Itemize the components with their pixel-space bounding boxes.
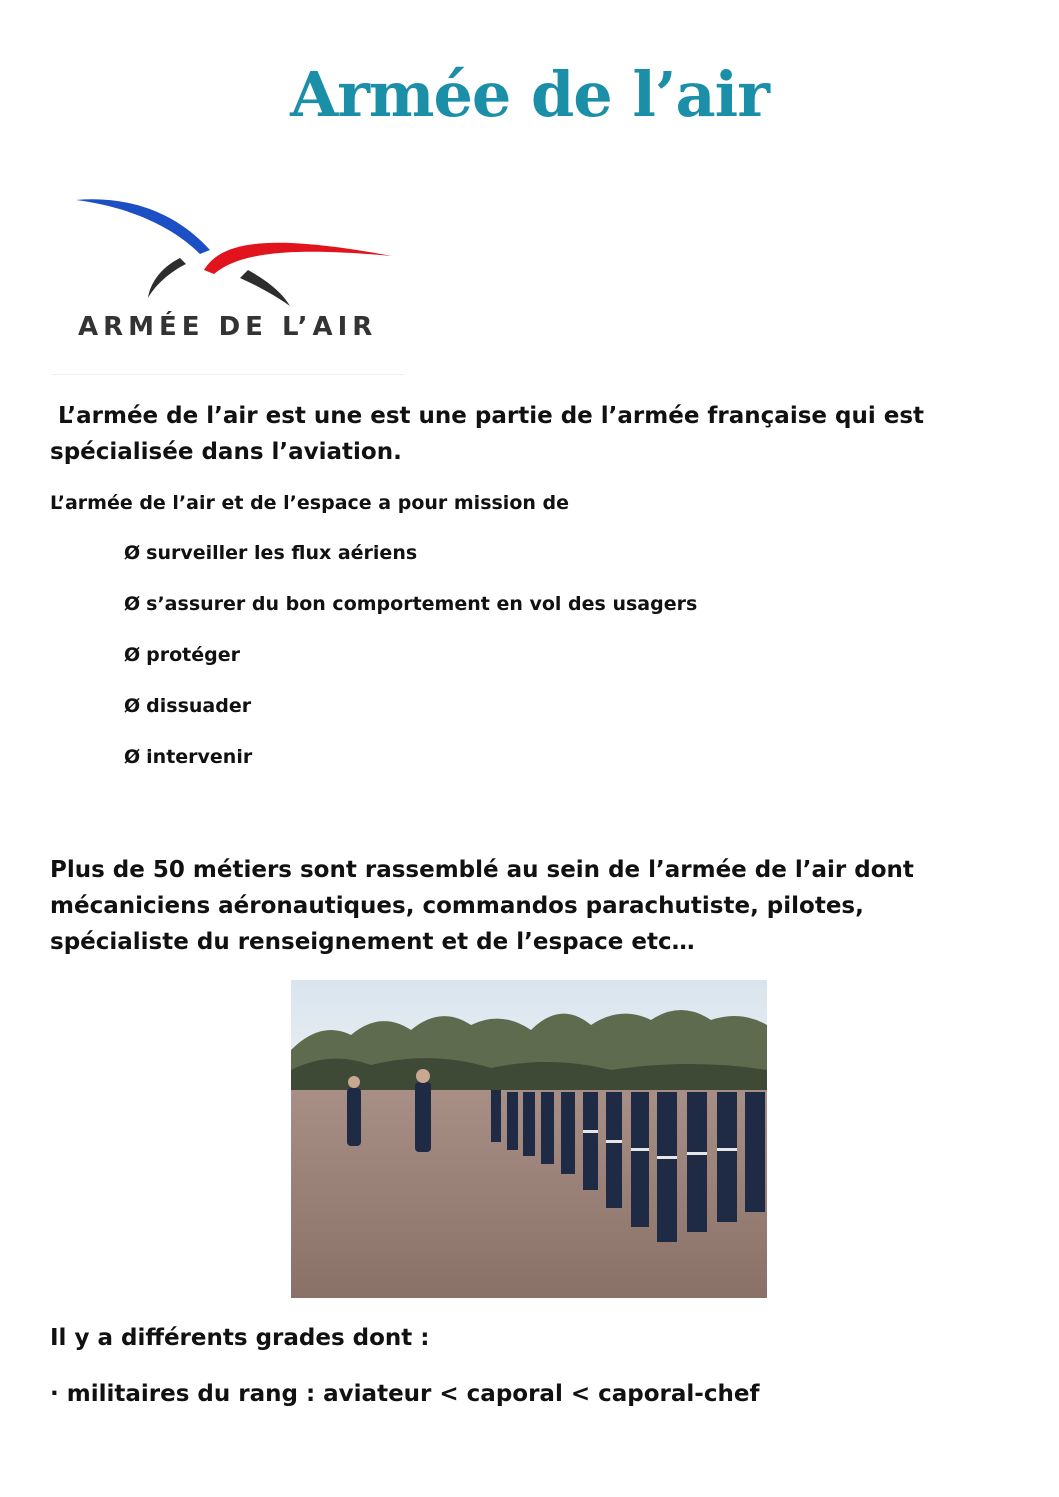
grades-rang-item: · militaires du rang : aviateur < caporal < caporal-chef — [50, 1381, 760, 1407]
logo-dark-stroke-right — [240, 270, 290, 306]
bullet-icon: Ø — [124, 746, 141, 768]
wing-emblem-icon — [52, 178, 404, 318]
metiers-paragraph — [50, 852, 914, 960]
metiers-line-1: Plus de 50 métiers sont rassemblé au sein de l’armée de l’air dont — [50, 857, 914, 883]
bullet-icon: Ø — [124, 542, 141, 564]
list-item: Ø s’assurer du bon comportement en vol des usagers — [124, 593, 698, 615]
page-title: Armée de l’air — [290, 58, 769, 131]
metiers-line-3: spécialiste du renseignement et de l’espace etc… — [50, 929, 695, 955]
bullet-icon: Ø — [124, 593, 141, 615]
bullet-icon: Ø — [124, 644, 141, 666]
logo-dark-stroke-left — [148, 258, 186, 298]
list-item: Ø dissuader — [124, 695, 252, 717]
list-item: Ø protéger — [124, 644, 241, 666]
mission-heading: L’armée de l’air et de l’espace a pour mission de — [50, 492, 570, 514]
armee-de-l-air-logo — [52, 178, 404, 375]
grades-heading: Il y a différents grades dont : — [50, 1325, 430, 1351]
parade-photo-icon — [291, 980, 767, 1298]
metiers-line-2: mécaniciens aéronautiques, commandos parachutiste, pilotes, — [50, 893, 864, 919]
logo-text: ARMÉE DE L’AIR — [78, 312, 378, 342]
list-item: Ø surveiller les flux aériens — [124, 542, 418, 564]
intro-line-2: spécialisée dans l’aviation. — [50, 439, 402, 465]
bullet-icon: Ø — [124, 695, 141, 717]
logo-red-wing — [204, 243, 392, 274]
list-item: Ø intervenir — [124, 746, 253, 768]
mission-list — [124, 540, 697, 795]
intro-line-1: L’armée de l’air est une est une partie de l’armée française qui est — [50, 403, 925, 429]
parade-photo — [291, 980, 767, 1298]
logo-blue-wing — [76, 199, 210, 254]
intro-paragraph — [50, 398, 924, 470]
